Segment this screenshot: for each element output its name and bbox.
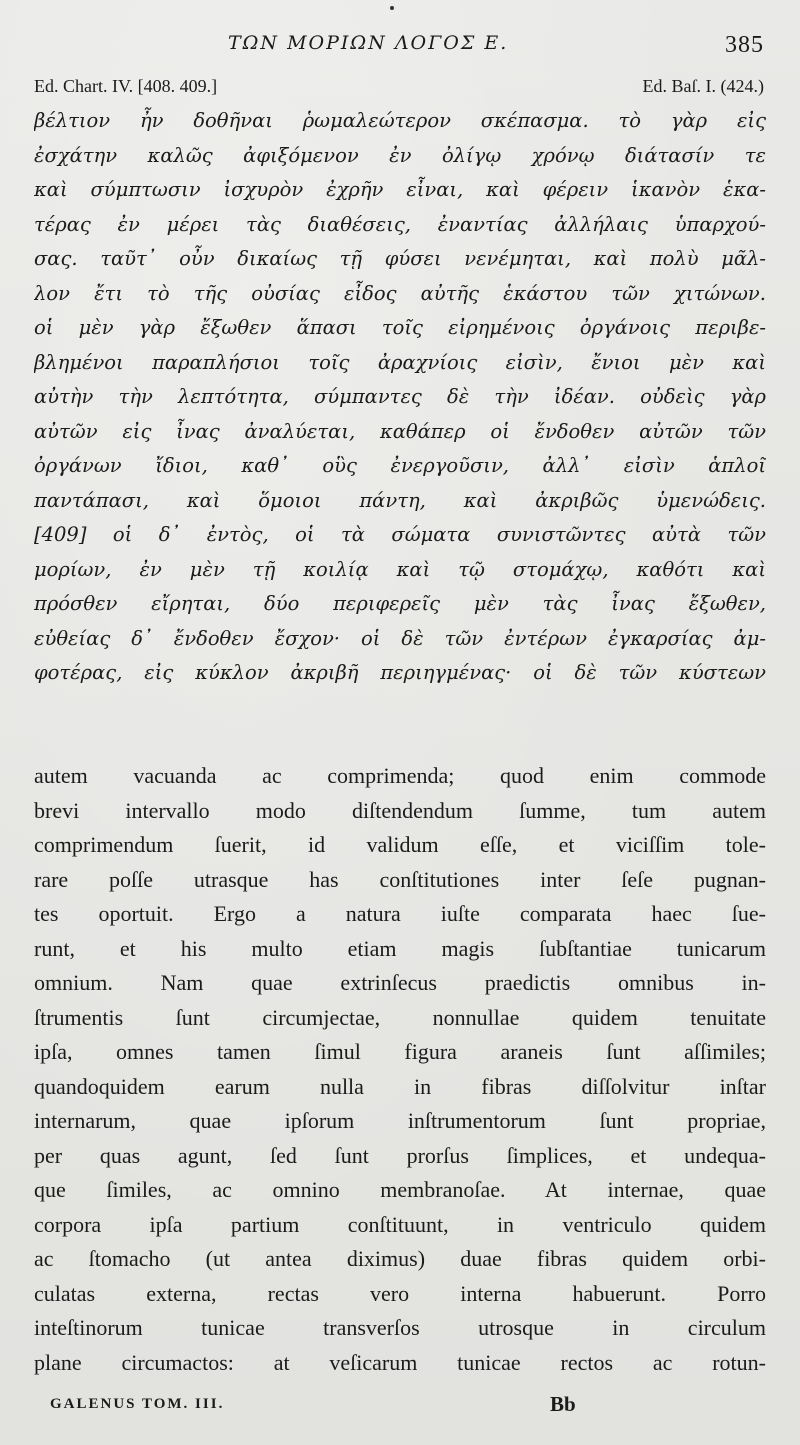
greek-text-block bbox=[34, 104, 766, 691]
latin-line: inteſtinorum tunicae transverſos utrosque in circulum bbox=[34, 1315, 766, 1340]
greek-line: αὐτὴν τὴν λεπτότητα, σύμπαντες δὲ τὴν ἰδέαν. οὐδεὶς γὰρ bbox=[34, 385, 766, 408]
basel-edition-reference: Ed. Baſ. I. (424.) bbox=[642, 76, 764, 96]
ink-speck bbox=[390, 6, 394, 10]
latin-line: corpora ipſa partium conſtituunt, in ventriculo quidem bbox=[34, 1211, 766, 1237]
greek-line: [409] οἱ δ᾽ ἐντὸς, οἱ τὰ σώματα συνιστῶντες αὐτὰ τῶν bbox=[34, 523, 766, 546]
greek-line: βέλτιον ἦν δοθῆναι ῥωμαλεώτερον σκέπασμα. τὸ γὰρ εἰς bbox=[34, 109, 766, 132]
latin-line: brevi intervallo modo diſtendendum ſumme, tum autem bbox=[34, 797, 766, 823]
latin-line: ac ſtomacho (ut antea diximus) duae fibras quidem orbi- bbox=[34, 1246, 766, 1271]
latin-line: tes oportuit. Ergo a natura iuſte comparata haec ſue- bbox=[34, 901, 766, 926]
greek-line: παντάπασι, καὶ ὅμοιοι πάντη, καὶ ἀκριβῶς ὑμενώδεις. bbox=[34, 488, 766, 512]
greek-line: αὐτῶν εἰς ἶνας ἀναλύεται, καθάπερ οἱ ἔνδοθεν αὐτῶν τῶν bbox=[34, 419, 766, 443]
latin-line: culatas externa, rectas vero interna habuerunt. Porro bbox=[34, 1280, 766, 1306]
latin-line: rare poſſe utrasque has conſtitutiones inter ſeſe pugnan- bbox=[34, 866, 766, 892]
signature-title: GALENUS TOM. III. bbox=[50, 1396, 225, 1412]
latin-line: plane circumactos: at veſicarum tunicae rectos ac rotun- bbox=[34, 1349, 766, 1375]
greek-line: ὀργάνων ἴδιοι, καθ᾽ οὓς ἐνεργοῦσιν, ἀλλ᾽ εἰσὶν ἁπλοῖ bbox=[34, 454, 766, 477]
latin-line: per quas agunt, ſed ſunt prorſus ſimplices, et undequa- bbox=[34, 1142, 766, 1168]
running-title: ΤΩΝ ΜΟΡΙΩΝ ΛΟΓΟΣ Ε. bbox=[228, 32, 509, 54]
greek-line: πρόσθεν εἴρηται, δύο περιφερεῖς μὲν τὰς ἶνας ἔξωθεν, bbox=[34, 592, 766, 615]
latin-line: runt, et his multo etiam magis ſubſtantiae tunicarum bbox=[34, 935, 766, 961]
chart-edition-reference: Ed. Chart. IV. [408. 409.] bbox=[34, 76, 218, 96]
greek-line: ἐσχάτην καλῶς ἀφιξόμενον ἐν ὀλίγῳ χρόνῳ διάτασίν τε bbox=[34, 143, 766, 167]
latin-line: autem vacuanda ac comprimenda; quod enim commode bbox=[34, 763, 766, 788]
greek-line: καὶ σύμπτωσιν ἰσχυρὸν ἐχρῆν εἶναι, καὶ φέρειν ἱκανὸν ἑκα- bbox=[34, 178, 766, 201]
greek-line: τέρας ἐν μέρει τὰς διαθέσεις, ἐναντίας ἀλλήλαις ὑπαρχού- bbox=[34, 212, 766, 236]
latin-line: comprimendum ſuerit, id validum eſſe, et viciſſim tole- bbox=[34, 832, 766, 857]
greek-line: οἱ μὲν γὰρ ἔξωθεν ἅπασι τοῖς εἰρημένοις ὀργάνοις περιβε- bbox=[34, 316, 766, 339]
latin-line: ſtrumentis ſunt circumjectae, nonnullae quidem tenuitate bbox=[34, 1004, 766, 1030]
latin-line: internarum, quae ipſorum inſtrumentorum ſunt propriae, bbox=[34, 1108, 766, 1133]
edition-references bbox=[34, 76, 764, 102]
greek-line: εὐθείας δ᾽ ἔνδοθεν ἔσχον· οἱ δὲ τῶν ἐντέρων ἐγκαρσίας ἀμ- bbox=[34, 626, 766, 650]
greek-line: βλημένοι παραπλήσιοι τοῖς ἀραχνίοις εἰσὶν, ἔνιοι μὲν καὶ bbox=[34, 350, 766, 374]
signature-mark: Bb bbox=[550, 1392, 576, 1416]
greek-line: σας. ταῦτ᾽ οὖν δικαίως τῇ φύσει νενέμηται, καὶ πολὺ μᾶλ- bbox=[34, 247, 766, 270]
latin-line: omnium. Nam quae extrinſecus praedictis omnibus in- bbox=[34, 970, 766, 995]
latin-text-block bbox=[34, 759, 766, 1380]
page-number: 385 bbox=[725, 32, 764, 58]
greek-line: μορίων, ἐν μὲν τῇ κοιλίᾳ καὶ τῷ στομάχῳ, καθότι καὶ bbox=[34, 557, 766, 581]
greek-line: φοτέρας, εἰς κύκλον ἀκριβῆ περιηγμένας· οἱ δὲ τῶν κύστεων bbox=[34, 661, 766, 684]
greek-line: λον ἔτι τὸ τῆς οὐσίας εἶδος αὐτῆς ἑκάστου τῶν χιτώνων. bbox=[34, 281, 766, 305]
latin-line: que ſimiles, ac omnino membranoſae. At internae, quae bbox=[34, 1177, 766, 1202]
latin-line: ipſa, omnes tamen ſimul figura araneis ſunt aſſimiles; bbox=[34, 1039, 766, 1064]
page-footer bbox=[50, 1392, 770, 1422]
running-head bbox=[0, 32, 800, 62]
latin-line: quandoquidem earum nulla in fibras diſſolvitur inſtar bbox=[34, 1073, 766, 1099]
